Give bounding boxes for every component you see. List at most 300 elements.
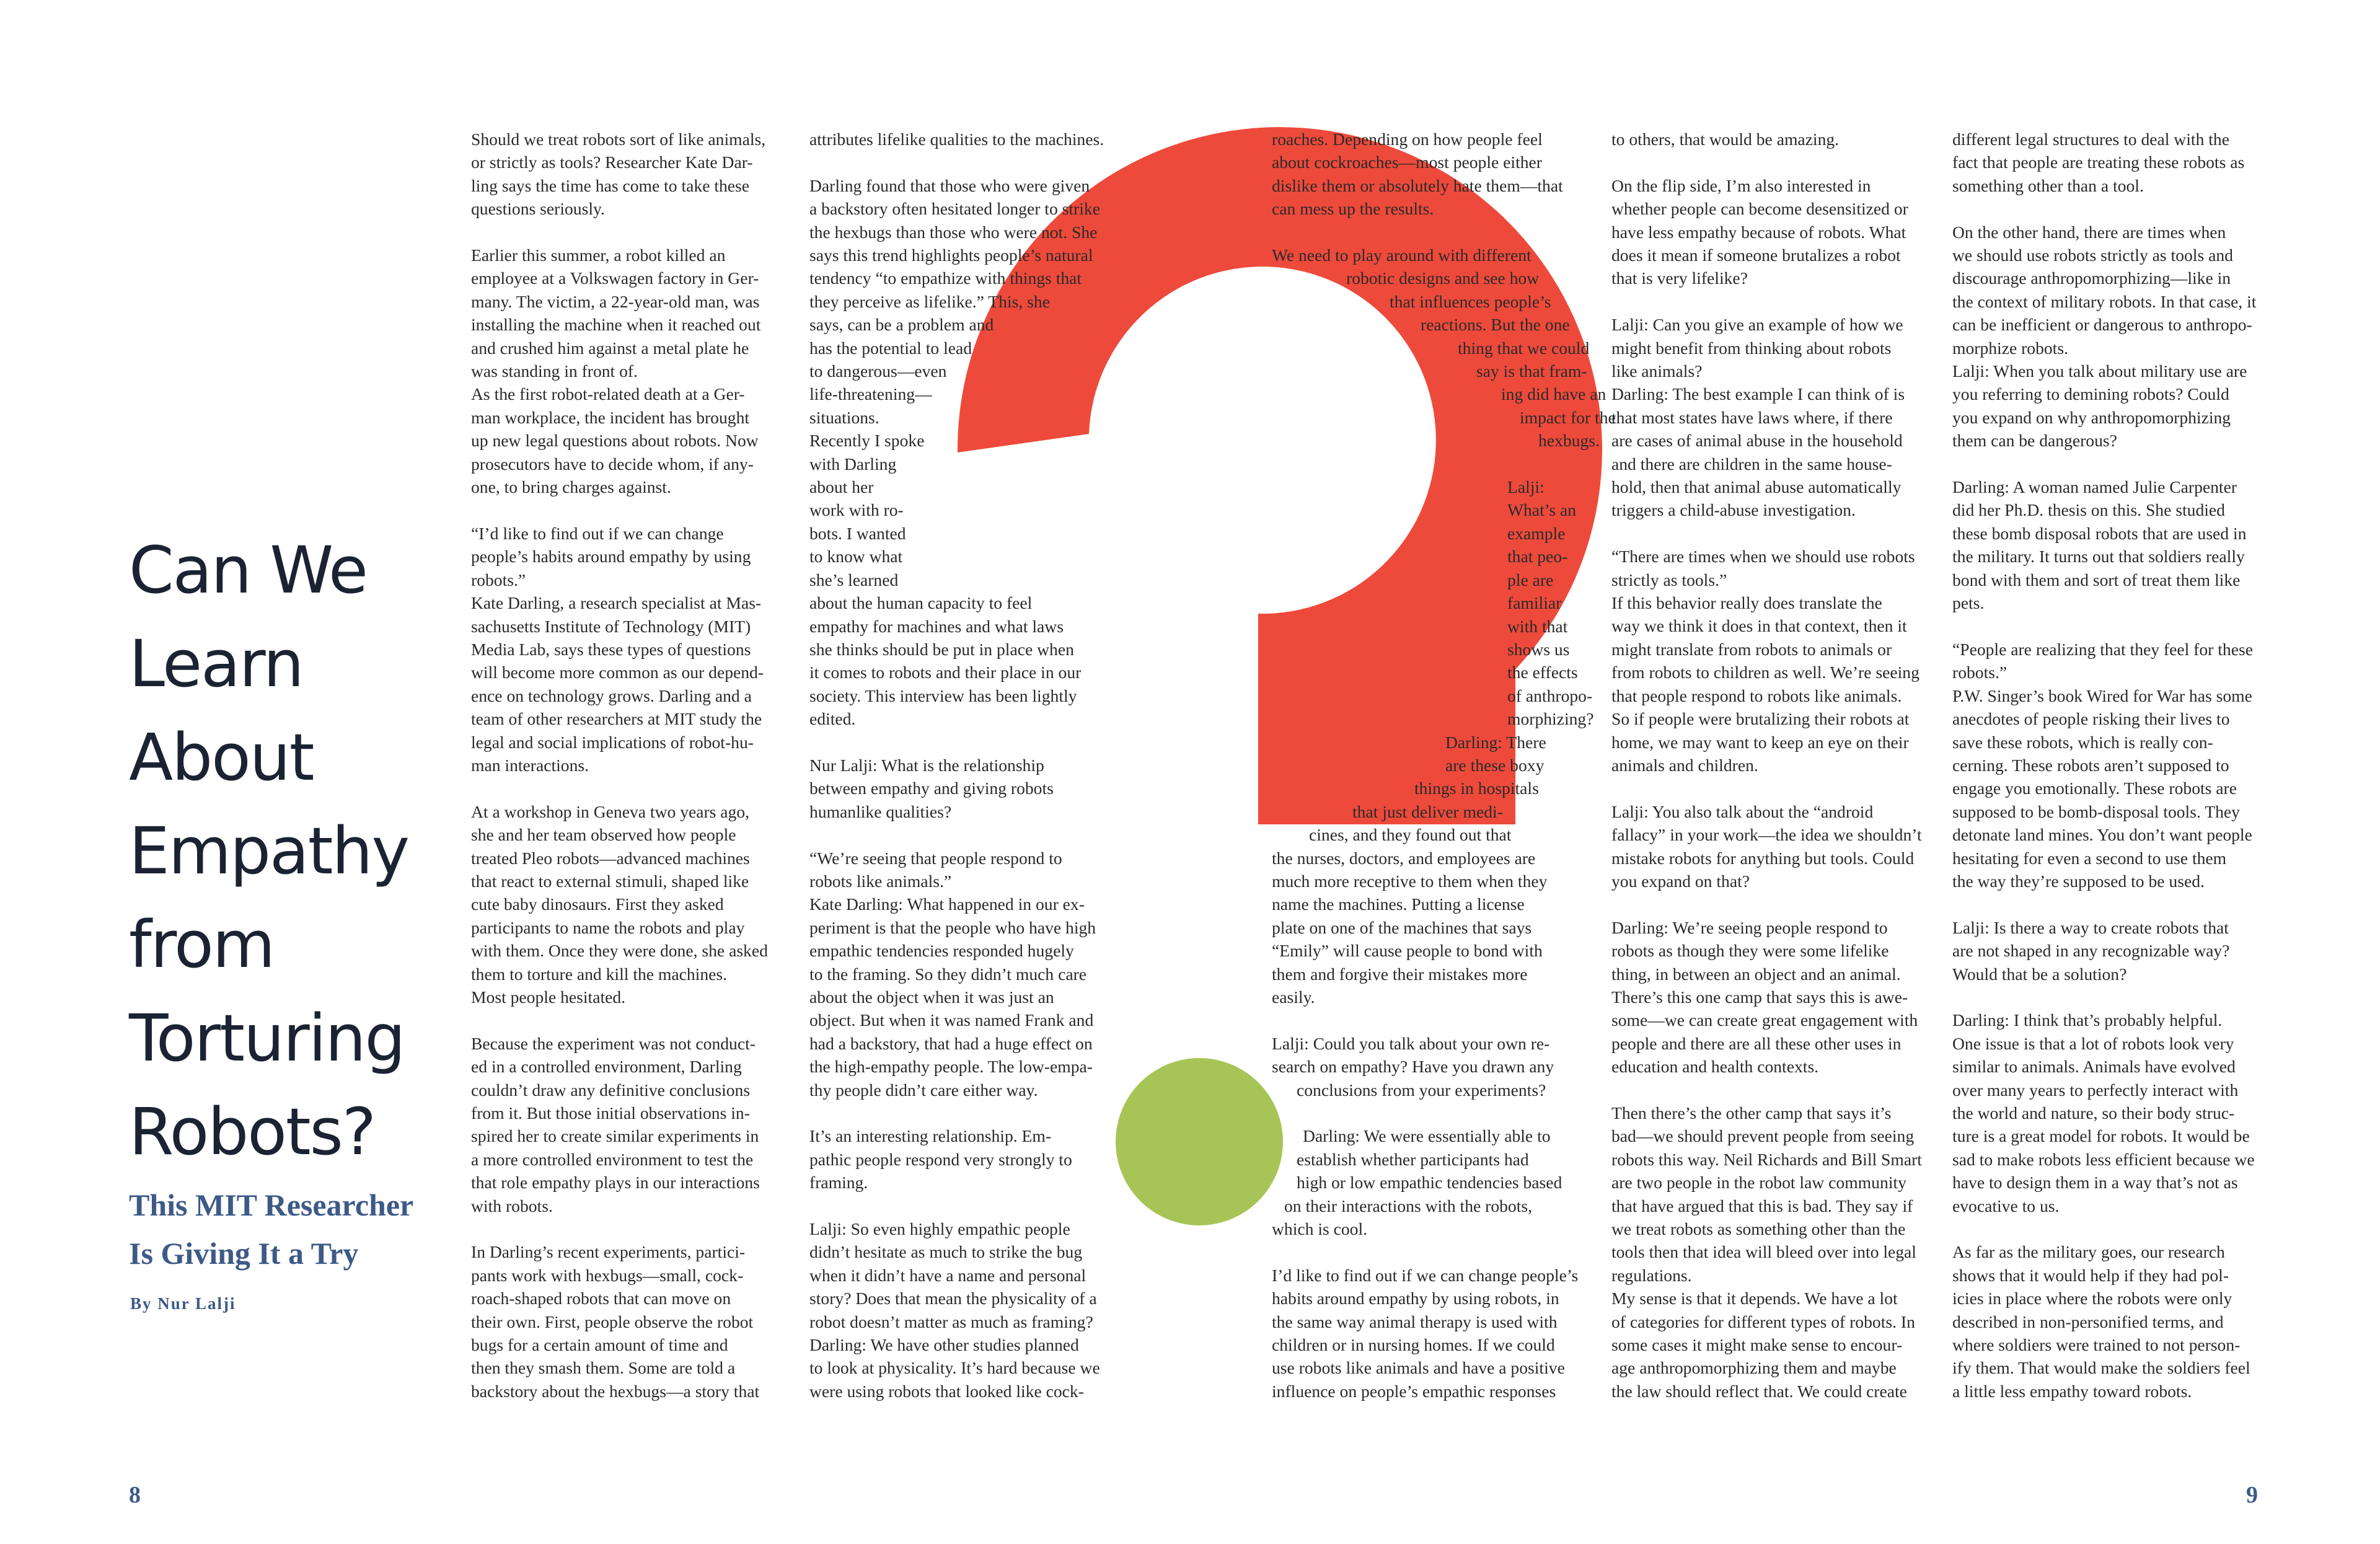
text-line: that is very lifelike? — [1611, 268, 1748, 288]
text-line: ed in a controlled environment, Darling — [471, 1057, 742, 1077]
text-line: detonate land mines. You don’t want people — [1952, 825, 2252, 845]
text-line: she and her team observed how people — [471, 825, 736, 845]
text-line: periment is that the people who have high — [809, 917, 1096, 937]
paragraph — [1272, 244, 1616, 452]
text-line: anecdotes of people risking their lives to — [1952, 709, 2230, 729]
text-line: were using robots that looked like cock- — [809, 1381, 1084, 1401]
text-line: that most states have laws where, if there — [1611, 407, 1893, 427]
text-line: high or low empathic tendencies based — [1297, 1173, 1562, 1193]
text-line: morphizing? — [1507, 709, 1594, 729]
text-line: icies in place where the robots were only — [1952, 1289, 2232, 1308]
text-line: and there are children in the same house- — [1611, 454, 1892, 474]
paragraph — [471, 1240, 768, 1403]
text-line: spired her to create similar experiments in — [471, 1126, 759, 1146]
text-line: that peo- — [1507, 547, 1568, 567]
text-line: or strictly as tools? Researcher Kate Dar- — [471, 152, 753, 172]
text-line: says, can be a problem and — [809, 315, 994, 335]
paragraph — [1952, 128, 2256, 197]
paragraph — [809, 174, 1104, 731]
text-line: legal and social implications of robot-hu- — [471, 732, 754, 752]
paragraph — [1952, 1008, 2256, 1217]
text-line: whether people can become desensitized or — [1611, 199, 1908, 219]
text-line: that influences people’s — [1390, 291, 1551, 311]
text-line: their own. First, people observe the robot — [471, 1312, 754, 1331]
text-line: much more receptive to them when they — [1272, 871, 1548, 891]
text-line: Lalji: So even highly empathic people — [809, 1219, 1070, 1239]
paragraph — [1272, 1032, 1616, 1101]
text-line: object. But when it was named Frank and — [809, 1010, 1094, 1030]
text-line: similar to animals. Animals have evolved — [1952, 1057, 2236, 1077]
text-line: shows us — [1507, 639, 1570, 659]
text-line: fallacy” in your work—the idea we shouldn’t — [1611, 825, 1922, 845]
text-line: name the machines. Putting a license — [1272, 894, 1525, 914]
paragraph — [1611, 1101, 1922, 1403]
text-line: with that — [1507, 616, 1568, 636]
text-line: say is that fram- — [1476, 361, 1587, 381]
text-line: Lalji: Can you give an example of how we — [1611, 315, 1903, 335]
paragraph — [1611, 545, 1922, 777]
text-line: a little less empathy toward robots. — [1952, 1381, 2192, 1401]
text-line: establish whether participants had — [1297, 1149, 1529, 1169]
text-line: P.W. Singer’s book Wired for War has some — [1952, 686, 2252, 705]
text-line: familiar — [1507, 593, 1562, 613]
title-line: Can We — [129, 532, 368, 608]
text-line: influence on people’s empathic responses — [1272, 1381, 1556, 1401]
text-line: Lalji: Is there a way to create robots that — [1952, 917, 2229, 937]
text-line: reactions. But the one — [1421, 315, 1570, 335]
paragraph — [809, 754, 1104, 823]
text-line: that just deliver medi- — [1352, 801, 1503, 821]
text-line: education and health contexts. — [1611, 1057, 1819, 1077]
text-line: and crushed him against a metal plate he — [471, 338, 749, 358]
text-line: Darling: I think that’s probably helpful. — [1952, 1010, 2223, 1030]
text-line: hesitating for even a second to use them — [1952, 848, 2227, 868]
text-line: the effects — [1507, 663, 1578, 682]
text-line: was standing in front of. — [471, 361, 638, 381]
text-line: “I’d like to find out if we can change — [471, 523, 724, 543]
text-line: Recently I spoke — [809, 431, 925, 451]
text-column-3 — [1272, 128, 1616, 1403]
text-line: between empathy and giving robots — [809, 779, 1054, 798]
text-line: are these boxy — [1445, 755, 1545, 775]
text-line: ence on technology grows. Darling and a — [471, 686, 752, 705]
text-line: Earlier this summer, a robot killed an — [471, 245, 726, 265]
paragraph — [809, 128, 1104, 151]
text-line: “Emily” will cause people to bond with — [1272, 941, 1543, 961]
text-line: habits around empathy by using robots, in — [1272, 1289, 1559, 1308]
text-line: which is cool. — [1272, 1219, 1368, 1239]
text-line: robot doesn’t matter as much as framing? — [809, 1312, 1093, 1331]
text-line: might benefit from thinking about robots — [1611, 338, 1892, 358]
text-line: If this behavior really does translate the — [1611, 593, 1882, 613]
text-line: Kate Darling, a research specialist at Mas- — [471, 593, 762, 613]
text-line: will become more common as our depend- — [471, 663, 764, 682]
text-line: sad to make robots less efficient because we — [1952, 1149, 2255, 1169]
text-line: team of other researchers at MIT study the — [471, 709, 762, 729]
text-line: like animals? — [1611, 361, 1703, 381]
text-line: On the other hand, there are times when — [1952, 222, 2226, 242]
text-line: It’s an interesting relationship. Em- — [809, 1126, 1052, 1146]
text-line: hexbugs. — [1538, 431, 1600, 451]
paragraph — [471, 522, 768, 777]
text-line: pants work with hexbugs—small, cock- — [471, 1265, 744, 1285]
text-line: roaches. Depending on how people feel — [1272, 130, 1543, 149]
text-line: thy people didn’t care either way. — [809, 1080, 1038, 1100]
text-line: empathic tendencies responded hugely — [809, 941, 1074, 961]
text-line: some—we can create great engagement with — [1611, 1010, 1918, 1030]
text-line: Lalji: When you talk about military use are — [1952, 361, 2247, 381]
text-line: strictly as tools.” — [1611, 570, 1727, 589]
text-line: treated Pleo robots—advanced machines — [471, 848, 750, 868]
text-line: you expand on why anthropomorphizing — [1952, 407, 2231, 427]
text-line: Media Lab, says these types of questions — [471, 639, 751, 659]
paragraph — [1952, 1240, 2256, 1403]
text-line: a more controlled environment to test the — [471, 1149, 754, 1169]
paragraph — [1272, 1264, 1616, 1403]
article-title — [129, 524, 451, 1179]
text-line: the hexbugs than those who were not. She — [809, 222, 1098, 242]
text-line: we should use robots strictly as tools and — [1952, 245, 2233, 265]
text-line: the military. It turns out that soldiers really — [1952, 547, 2245, 567]
text-line: that have argued that this is bad. They say if — [1611, 1196, 1913, 1215]
text-line: roach-shaped robots that can move on — [471, 1289, 731, 1308]
text-line: you referring to demining robots? Could — [1952, 384, 2229, 404]
text-line: humanlike qualities? — [809, 801, 952, 821]
text-line: then they smash them. Some are told a — [471, 1358, 736, 1378]
paragraph — [471, 128, 768, 221]
text-line: from robots to children as well. We’re seeing — [1611, 663, 1919, 682]
text-line: robots.” — [1952, 663, 2008, 682]
paragraph — [809, 1124, 1104, 1194]
text-line: engage you emotionally. These robots are — [1952, 779, 2237, 798]
text-line: robots.” — [471, 570, 526, 589]
text-line: pets. — [1952, 593, 1985, 613]
text-line: are two people in the robot law community — [1611, 1173, 1906, 1193]
text-line: impact for the — [1520, 407, 1616, 427]
text-line: did her Ph.D. thesis on this. She studied — [1952, 500, 2225, 520]
text-line: My sense is that it depends. We have a lot — [1611, 1289, 1898, 1308]
text-line: Darling: We have other studies planned — [809, 1335, 1079, 1355]
text-line: Because the experiment was not conduct- — [471, 1033, 756, 1053]
text-line: Then there’s the other camp that says it’s — [1611, 1103, 1892, 1123]
text-line: Darling: There — [1445, 732, 1546, 752]
paragraph — [809, 847, 1104, 1101]
text-line: to know what — [809, 547, 903, 567]
text-line: bots. I wanted — [809, 523, 906, 543]
text-line: hold, then that animal abuse automatically — [1611, 477, 1902, 497]
text-line: robotic designs and see how — [1346, 268, 1540, 288]
text-line: society. This interview has been lightly — [809, 686, 1077, 705]
text-line: In Darling’s recent experiments, partici- — [471, 1242, 746, 1262]
text-line: home, we may want to keep an eye on their — [1611, 732, 1909, 752]
text-line: Darling: A woman named Julie Carpenter — [1952, 477, 2237, 497]
text-line: cines, and they found out that — [1309, 825, 1512, 845]
text-line: cute baby dinosaurs. First they asked — [471, 894, 724, 914]
text-line: man workplace, the incident has brought — [471, 407, 750, 427]
title-line: Torturing — [129, 1000, 405, 1076]
text-line: supposed to be bomb-disposal tools. They — [1952, 801, 2240, 821]
text-line: might translate from robots to animals or — [1611, 639, 1892, 659]
text-line: fact that people are treating these robots as — [1952, 152, 2245, 172]
text-line: backstory about the hexbugs—a story that — [471, 1381, 760, 1401]
text-line: As far as the military goes, our research — [1952, 1242, 2225, 1262]
subtitle-line: This MIT Researcher — [129, 1188, 414, 1222]
paragraph — [1952, 475, 2256, 614]
subtitle-line: Is Giving It a Try — [129, 1236, 359, 1271]
text-line: the law should reflect that. We could create — [1611, 1381, 1907, 1401]
text-line: about the human capacity to feel — [809, 593, 1033, 613]
text-line: Kate Darling: What happened in our ex- — [809, 894, 1085, 914]
text-line: them and forgive their mistakes more — [1272, 964, 1528, 984]
text-line: where soldiers were trained to not person- — [1952, 1335, 2241, 1355]
text-line: work with ro- — [809, 500, 904, 520]
text-line: the nurses, doctors, and employees are — [1272, 848, 1536, 868]
text-line: save these robots, which is really con- — [1952, 732, 2213, 752]
text-line: Darling: We were essentially able to — [1303, 1126, 1551, 1146]
text-line: thing that we could — [1458, 338, 1590, 358]
text-line: easily. — [1272, 987, 1315, 1007]
text-line: says this trend highlights people’s natural — [809, 245, 1093, 265]
text-line: As the first robot-related death at a Ger- — [471, 384, 745, 404]
text-column-5 — [1952, 128, 2256, 1403]
text-line: age anthropomorphizing them and maybe — [1611, 1358, 1897, 1378]
text-line: triggers a child-abuse investigation. — [1611, 500, 1856, 520]
byline: By Nur Lalji — [130, 1294, 236, 1313]
text-line: has the potential to lead — [809, 338, 972, 358]
text-line: something other than a tool. — [1952, 175, 2144, 195]
text-column-2 — [809, 128, 1104, 1403]
paragraph — [1272, 128, 1616, 221]
text-line: to others, that would be amazing. — [1611, 130, 1840, 149]
text-line: to dangerous—even — [809, 361, 947, 381]
text-line: ture is a great model for robots. It would be — [1952, 1126, 2250, 1146]
text-line: ify them. That would make the soldiers feel — [1952, 1358, 2250, 1378]
text-line: plate on one of the machines that says — [1272, 917, 1532, 937]
text-line: morphize robots. — [1952, 338, 2068, 358]
text-line: dislike them or absolutely hate them—that — [1272, 175, 1563, 195]
text-line: man interactions. — [471, 755, 589, 775]
paragraph — [471, 800, 768, 1009]
paragraph — [809, 1217, 1104, 1403]
text-line: Most people hesitated. — [471, 987, 626, 1007]
text-line: many. The victim, a 22-year-old man, was — [471, 291, 760, 311]
text-line: We need to play around with different — [1272, 245, 1532, 265]
text-line: Darling: The best example I can think of is — [1611, 384, 1905, 404]
text-line: “People are realizing that they feel for these — [1952, 639, 2253, 659]
text-line: these bomb disposal robots that are used in — [1952, 523, 2247, 543]
text-line: have less empathy because of robots. What — [1611, 222, 1906, 242]
text-line: that react to external stimuli, shaped like — [471, 871, 749, 891]
text-line: about cockroaches—most people either — [1272, 152, 1542, 172]
text-line: tools then that idea will bleed over into legal — [1611, 1242, 1916, 1262]
text-line: bond with them and sort of treat them like — [1952, 570, 2241, 589]
text-line: Would that be a solution? — [1952, 964, 2127, 984]
text-line: empathy for machines and what laws — [809, 616, 1064, 636]
text-line: life-threatening— — [809, 384, 932, 404]
text-line: Lalji: Could you talk about your own re- — [1272, 1033, 1550, 1053]
text-line: are cases of animal abuse in the household — [1611, 431, 1903, 451]
text-line: search on empathy? Have you drawn any — [1272, 1057, 1554, 1077]
text-line: use robots like animals and have a positive — [1272, 1358, 1565, 1378]
paragraph — [1611, 800, 1922, 893]
text-line: she’s learned — [809, 570, 899, 589]
text-line: one, to bring charges against. — [471, 477, 671, 497]
text-line: people’s habits around empathy by using — [471, 547, 751, 567]
text-line: way we think it does in that context, then it — [1611, 616, 1907, 636]
text-line: Darling: We’re seeing people respond to — [1611, 917, 1888, 937]
text-line: does it mean if someone brutalizes a robot — [1611, 245, 1901, 265]
text-line: “There are times when we should use robots — [1611, 547, 1915, 567]
text-line: “We’re seeing that people respond to — [809, 848, 1062, 868]
text-line: of anthropo- — [1507, 686, 1593, 705]
title-line: Learn — [129, 626, 303, 702]
text-line: about her — [809, 477, 874, 497]
text-line: we treat robots as something other than the — [1611, 1219, 1906, 1238]
text-line: children or in nursing homes. If we could — [1272, 1335, 1555, 1355]
title-line: About — [129, 720, 314, 795]
text-line: it comes to robots and their place in our — [809, 663, 1082, 682]
text-line: example — [1507, 523, 1566, 543]
text-line: animals and children. — [1611, 755, 1758, 775]
text-line: mistake robots for anything but tools. Could — [1611, 848, 1915, 868]
text-line: participants to name the robots and play — [471, 917, 745, 937]
text-line: are not shaped in any recognizable way? — [1952, 941, 2230, 961]
text-line: a backstory often hesitated longer to strike — [809, 199, 1100, 219]
text-line: with robots. — [471, 1196, 553, 1215]
text-line: the context of military robots. In that case, it — [1952, 291, 2257, 311]
text-line: Darling found that those who were given — [809, 175, 1090, 195]
paragraph — [1272, 1124, 1616, 1240]
text-line: employee at a Volkswagen factory in Ger- — [471, 268, 759, 288]
text-line: can mess up the results. — [1272, 199, 1434, 219]
text-line: they perceive as lifelike.” This, she — [809, 291, 1050, 311]
title-line: Empathy — [129, 813, 409, 889]
text-line: the high-empathy people. The low-empa- — [809, 1057, 1093, 1077]
text-line: bad—we should prevent people from seeing — [1611, 1126, 1915, 1146]
text-line: situations. — [809, 407, 879, 427]
paragraph — [471, 244, 768, 498]
text-line: Nur Lalji: What is the relationship — [809, 755, 1044, 775]
text-line: sachusetts Institute of Technology (MIT) — [471, 616, 751, 636]
text-line: Lalji: You also talk about the “android — [1611, 801, 1874, 821]
text-line: edited. — [809, 709, 856, 729]
text-line: pathic people respond very strongly to — [809, 1149, 1072, 1169]
text-line: of categories for different types of robots. In — [1611, 1312, 1915, 1331]
page-number-right: 9 — [2246, 1482, 2258, 1508]
text-line: she thinks should be put in place when — [809, 639, 1074, 659]
text-line: Should we treat robots sort of like animals, — [471, 130, 766, 149]
paragraph — [471, 1032, 768, 1217]
text-line: described in non-personified terms, and — [1952, 1312, 2224, 1331]
text-line: discourage anthropomorphizing—like in — [1952, 268, 2231, 288]
paragraph — [1611, 128, 1922, 151]
text-line: ple are — [1507, 570, 1554, 589]
text-line: couldn’t draw any definitive conclusions — [471, 1080, 751, 1100]
text-line: on their interactions with the robots, — [1284, 1196, 1533, 1215]
text-line: regulations. — [1611, 1265, 1692, 1285]
text-line: bugs for a certain amount of time and — [471, 1335, 728, 1355]
text-line: when it didn’t have a name and personal — [809, 1265, 1086, 1285]
text-line: evocative to us. — [1952, 1196, 2060, 1215]
text-line: up new legal questions about robots. Now — [471, 431, 759, 451]
paragraph — [1952, 221, 2256, 452]
text-line: conclusions from your experiments? — [1297, 1080, 1546, 1100]
text-line: with them. Once they were done, she asked — [471, 941, 768, 961]
text-line: tendency “to empathize with things that — [809, 268, 1082, 288]
text-line: So if people were brutalizing their robots at — [1611, 709, 1910, 729]
text-line: can be inefficient or dangerous to anthropo- — [1952, 315, 2252, 335]
text-line: to the framing. So they didn’t much care — [809, 964, 1087, 984]
text-line: questions seriously. — [471, 199, 605, 219]
paragraph — [1952, 916, 2256, 986]
text-line: you expand on that? — [1611, 871, 1750, 891]
text-line: have to design them in a way that’s not as — [1952, 1173, 2238, 1193]
paragraph — [1611, 916, 1922, 1079]
text-line: people and there are all these other uses in — [1611, 1033, 1902, 1053]
text-line: There’s this one camp that says this is awe- — [1611, 987, 1908, 1007]
text-column-1 — [471, 128, 768, 1403]
title-line: Robots? — [129, 1094, 376, 1170]
text-line: shows that it would help if they had pol- — [1952, 1265, 2229, 1285]
text-line: the same way animal therapy is used with — [1272, 1312, 1558, 1331]
text-line: robots this way. Neil Richards and Bill Smart — [1611, 1149, 1922, 1169]
question-mark-dot — [1116, 1058, 1283, 1225]
text-line: robots as though they were some lifelike — [1611, 941, 1889, 961]
text-line: ling says the time has come to take these — [471, 175, 750, 195]
text-line: One issue is that a lot of robots look very — [1952, 1033, 2234, 1053]
article-subtitle — [129, 1181, 451, 1277]
text-line: with Darling — [809, 454, 897, 474]
text-line: about the object when it was just an — [809, 987, 1054, 1007]
text-line: thing, in between an object and an animal. — [1611, 964, 1901, 984]
text-line: had a backstory, that had a huge effect on — [809, 1033, 1093, 1053]
text-line: them to torture and kill the machines. — [471, 964, 728, 984]
text-line: ing did have an — [1501, 384, 1606, 404]
title-line: from — [129, 907, 275, 982]
text-line: attributes lifelike qualities to the machines. — [809, 130, 1104, 149]
page-number-left: 8 — [129, 1482, 141, 1508]
paragraph — [1952, 638, 2256, 893]
text-column-4 — [1611, 128, 1922, 1403]
text-line: I’d like to find out if we can change people’s — [1272, 1265, 1579, 1285]
paragraph — [1611, 313, 1922, 522]
paragraph — [1611, 174, 1922, 290]
text-line: over many years to perfectly interact with — [1952, 1080, 2239, 1100]
text-line: the way they’re supposed to be used. — [1952, 871, 2205, 891]
text-line: that people respond to robots like animals. — [1611, 686, 1902, 705]
text-line: cerning. These robots aren’t supposed to — [1952, 755, 2229, 775]
text-line: robots like animals.” — [809, 871, 952, 891]
text-line: some cases it might make sense to encour- — [1611, 1335, 1903, 1355]
text-line: On the flip side, I’m also interested in — [1611, 175, 1871, 195]
text-line: installing the machine when it reached out — [471, 315, 761, 335]
paragraph — [1272, 475, 1616, 1008]
text-line: the world and nature, so their body struc- — [1952, 1103, 2235, 1123]
text-line: to look at physicality. It’s hard because we — [809, 1358, 1100, 1378]
text-line: What’s an — [1507, 500, 1577, 520]
text-line: Lalji: — [1507, 477, 1545, 497]
text-line: that role empathy plays in our interactions — [471, 1173, 760, 1193]
text-line: didn’t hesitate as much to strike the bug — [809, 1242, 1083, 1262]
text-line: them can be dangerous? — [1952, 431, 2117, 451]
text-line: prosecutors have to decide whom, if any- — [471, 454, 754, 474]
text-line: story? Does that mean the physicality of a — [809, 1289, 1097, 1308]
text-line: things in hospitals — [1414, 779, 1539, 798]
text-line: different legal structures to deal with the — [1952, 130, 2229, 149]
text-line: from it. But those initial observations in- — [471, 1103, 750, 1123]
text-line: framing. — [809, 1173, 868, 1193]
text-line: At a workshop in Geneva two years ago, — [471, 801, 750, 821]
